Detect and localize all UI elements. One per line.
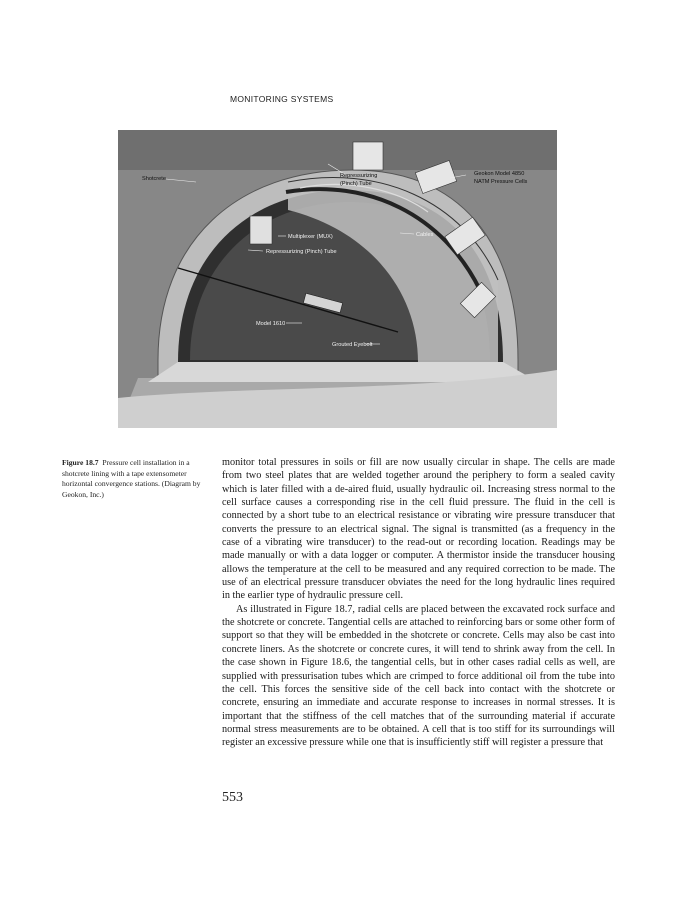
paragraph-2: As illustrated in Figure 18.7, radial cells are placed between the excavated rock surface and the shotcrete or concrete. Tangential cells are attached to reinforcing bars or some other form of support so that they will be embedded in the shotcrete or concrete. Cells may also be cast into concrete liners. As the shotcrete or concrete cures, it will tend to shrink away from the cell. In the case shown in Figure 18.6, the tangential cells, but in other cases radial cells as well, are supplied with pressurisation tubes which are crimped to force additional oil from the tube into the cell. This forces the sensitive side of the cell back into contact with the shotcrete or concrete, ensuring an immediate and accurate response to increases in normal stresses. It is important that the stiffness of the cell matches that of the surrounding material if accurate normal stress measurements are to be obtained. A cell that is too stiff for its surroundings will register an excessive pressure while one that is insufficiently stiff will register a pressure that (222, 603, 615, 749)
label-geokon-2: NATM Pressure Cells (474, 179, 528, 185)
label-repressurizing-mid: Repressurizing (Pinch) Tube (266, 249, 337, 255)
body-text (222, 456, 615, 750)
label-multiplexer: Multiplexer (MUX) (288, 234, 333, 240)
running-title: MONITORING SYSTEMS (230, 94, 334, 104)
figure-caption (62, 458, 212, 500)
paragraph-1: monitor total pressures in soils or fill are now usually circular in shape. The cells are made from two steel plates that are welded together around the periphery to form a sealed cavity which is later filled with a de-aired fluid, usually hydraulic oil. Increasing stress normal to the cell surface causes a corresponding rise in the cell fluid pressure. The fluid in the cell is connected by a short tube to an electrical resistance or vibrating wire pressure transducer that converts the pressure to an electrical signal. The signal is transmitted (as a frequency in the case of a vibrating wire transducer) to the read-out or recording location. Readings may be made manually or with a data logger or computer. A thermistor inside the transducer housing allows the temperature at the cell to be measured and any required correction to be made. The use of an electrical pressure transducer obviates the need for the long hydraulic lines required in the earlier type of hydraulic pressure cell. (222, 457, 615, 602)
page-number: 553 (222, 790, 243, 805)
label-grouted-eyebolt: Grouted Eyebolt (332, 342, 373, 348)
label-model: Model 1610 (256, 321, 286, 327)
label-geokon-1: Geokon Model 4850 (474, 171, 525, 177)
label-repressurizing-top: Repressurizing (340, 173, 378, 179)
caption-label: Figure 18.7 (62, 458, 99, 467)
multiplexer-box (250, 216, 272, 244)
label-repressurizing-top-2: (Pinch) Tube (340, 181, 372, 187)
label-cables: Cables (416, 232, 434, 238)
label-shotcrete: Shotcrete (142, 176, 166, 182)
tunnel-diagram (118, 130, 557, 428)
caption-text: Pressure cell installation in a shotcrete lining with a tape extensometer horizontal convergence stations. (Diagram by Geokon, Inc.) (62, 458, 201, 499)
